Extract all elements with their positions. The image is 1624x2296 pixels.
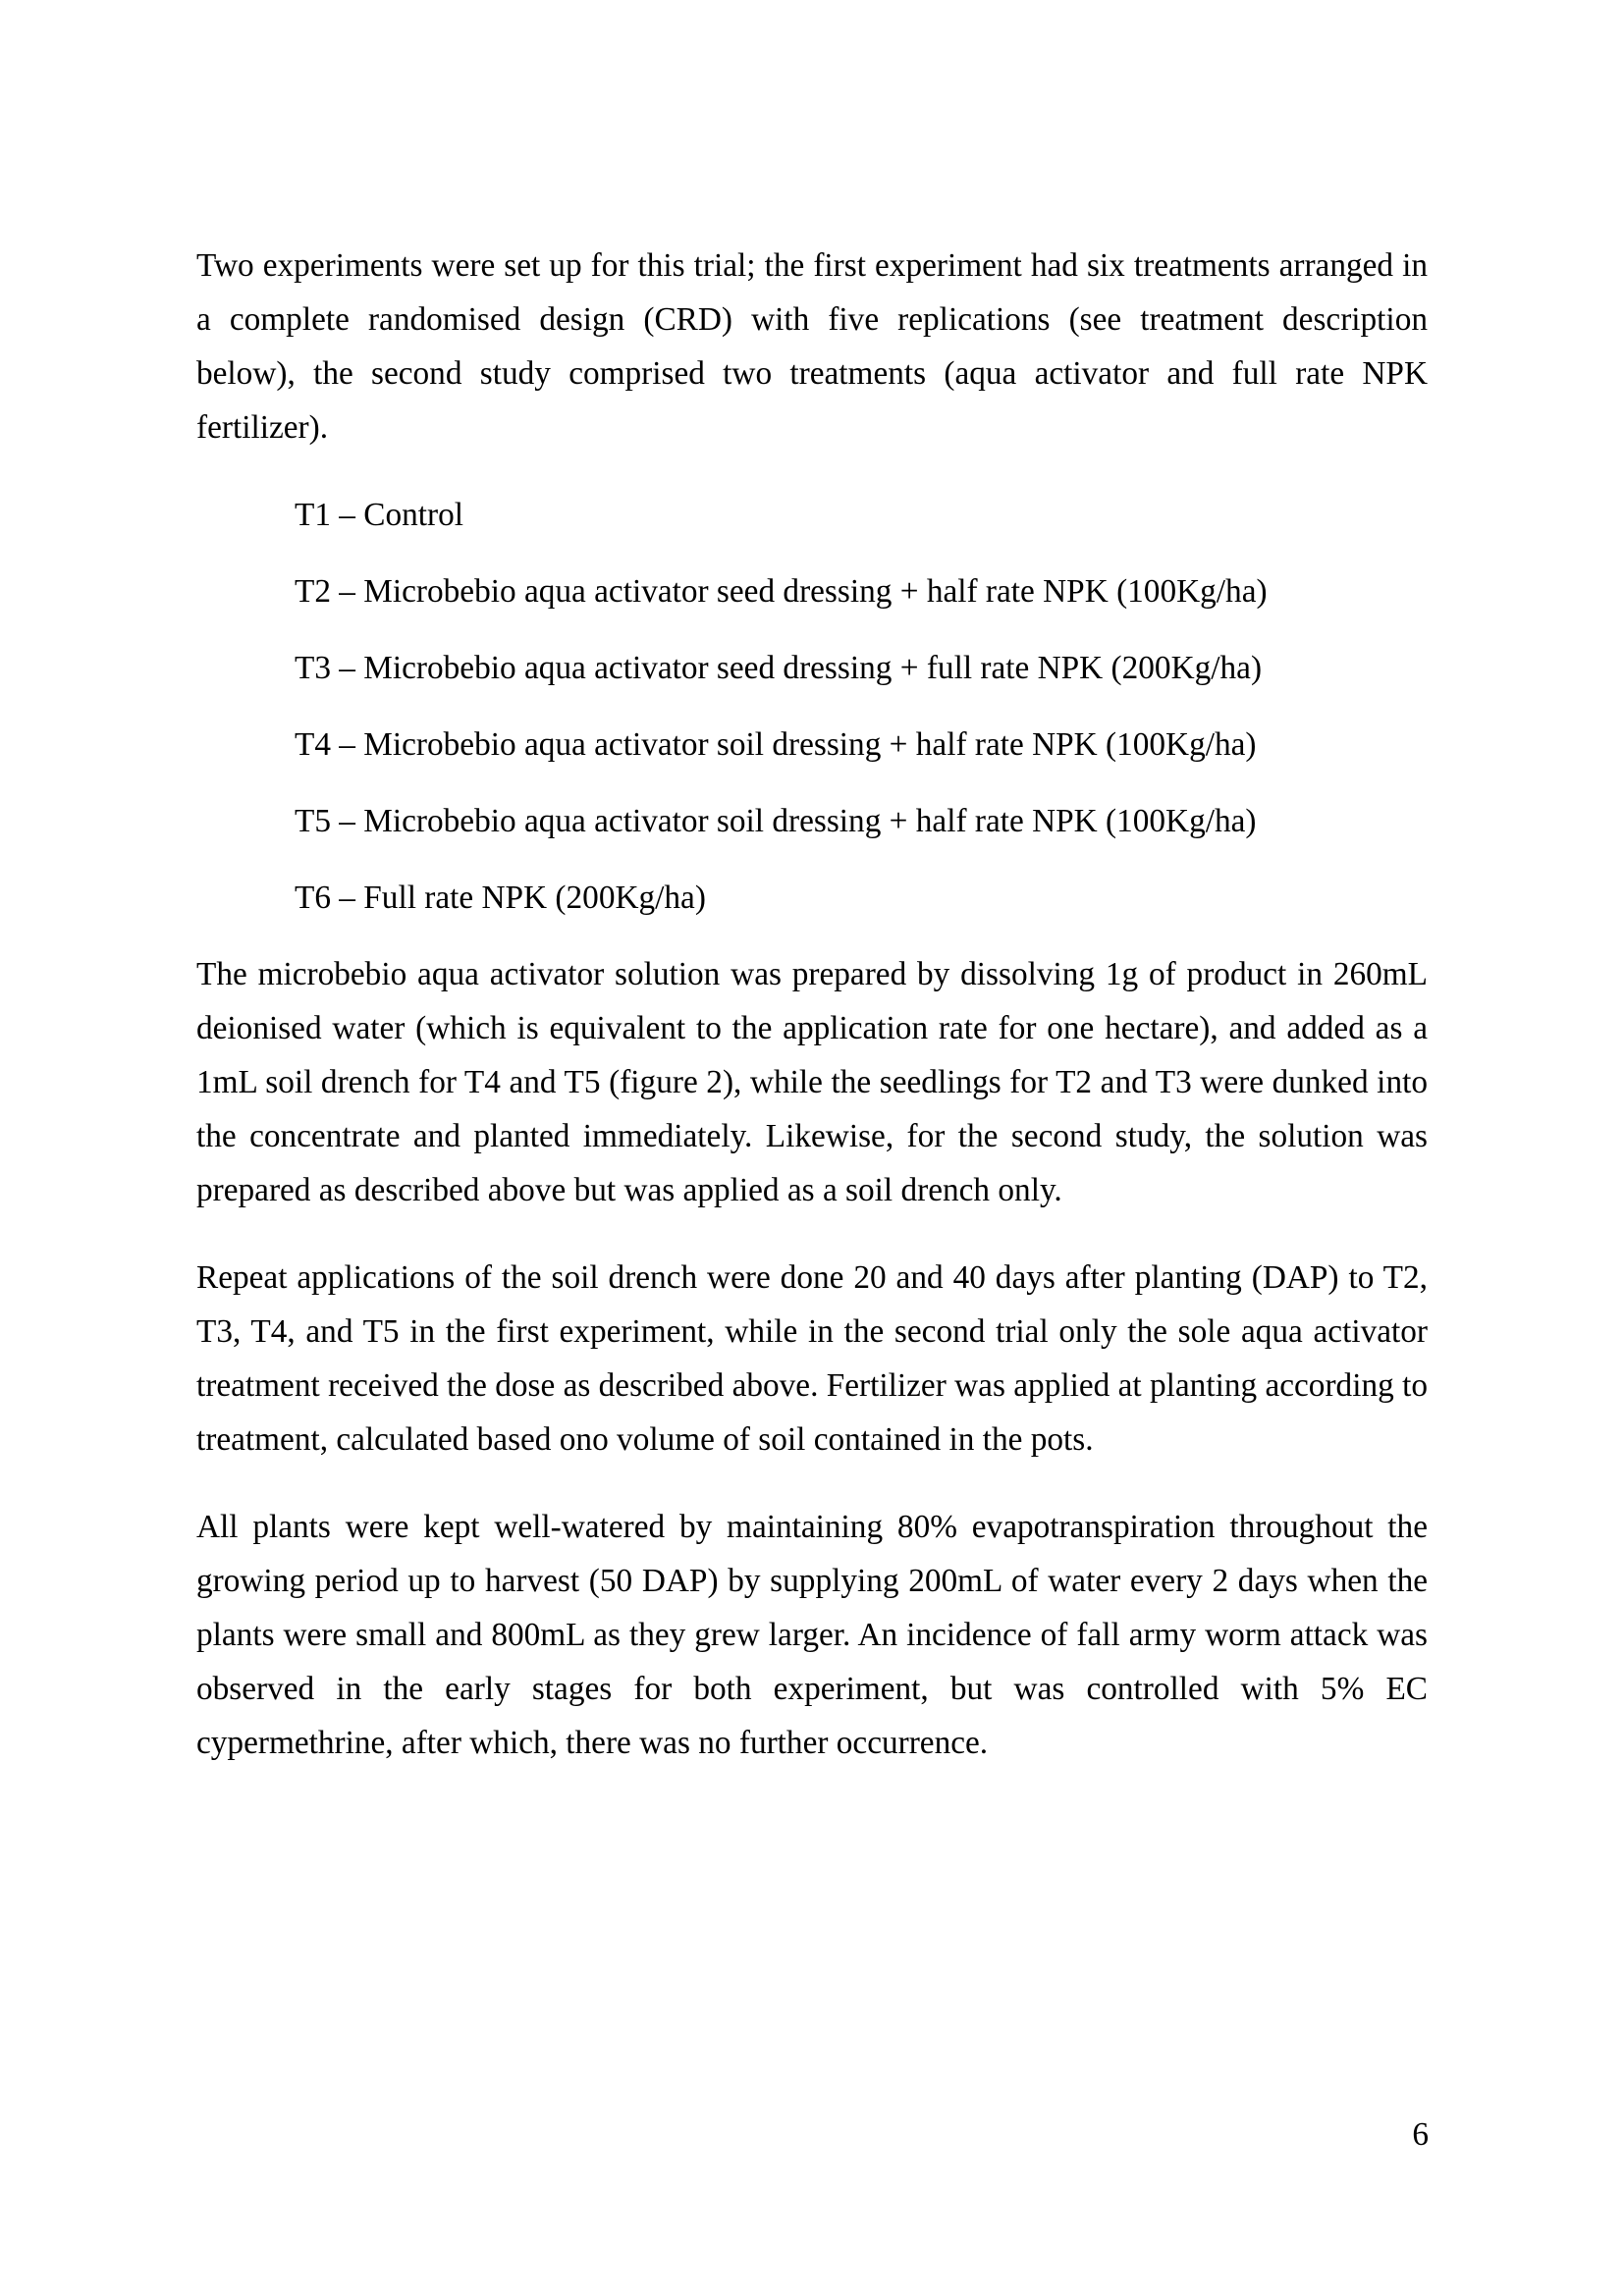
treatment-item-t5: T5 – Microbebio aqua activator soil dressing + half rate NPK (100Kg/ha) [295,803,1257,839]
treatment-item-t2: T2 – Microbebio aqua activator seed dressing + half rate NPK (100Kg/ha) [295,573,1268,610]
treatment-item-t6: T6 – Full rate NPK (200Kg/ha) [295,880,706,916]
treatment-item-t1: T1 – Control [295,497,464,533]
paragraph-solution-preparation: The microbebio aqua activator solution was prepared by dissolving 1g of product in 260mL deionised water (which is equivalent to the application rate for one hectare), and added as a 1mL soil drench for T4 and T5 (figure 2), while the seedlings for T2 and T3 were dunked into the concentrate and planted immediately. Likewise, for the second study, the solution was prepared as described above but was applied as a soil drench only. [196,956,1428,1208]
paragraph-watering-pest-control: All plants were kept well-watered by maintaining 80% evapotranspiration throughout the growing period up to harvest (50 DAP) by supplying 200mL of water every 2 days when the plants were small and 800mL as they grew larger. An incidence of fall army worm attack was observed in the early stages for both experiment, but was controlled with 5% EC cypermethrine, after which, there was no further occurrence. [196,1509,1428,1761]
treatment-item-t4: T4 – Microbebio aqua activator soil dressing + half rate NPK (100Kg/ha) [295,726,1257,763]
paragraph-repeat-applications: Repeat applications of the soil drench were done 20 and 40 days after planting (DAP) to T2, T3, T4, and T5 in the first experiment, while in the second trial only the sole aqua activator treatment received the dose as described above. Fertilizer was applied at planting according to treatment, calculated based ono volume of soil contained in the pots. [196,1259,1428,1458]
paragraph-intro: Two experiments were set up for this trial; the first experiment had six treatments arranged in a complete randomised design (CRD) with five replications (see treatment description below), the second study comprised two treatments (aqua activator and full rate NPK fertilizer). [196,247,1428,446]
page-content [196,0,1428,1803]
treatment-list [196,488,1428,925]
page-number: 6 [1412,2116,1429,2153]
treatment-item-t3: T3 – Microbebio aqua activator seed dressing + full rate NPK (200Kg/ha) [295,650,1263,686]
